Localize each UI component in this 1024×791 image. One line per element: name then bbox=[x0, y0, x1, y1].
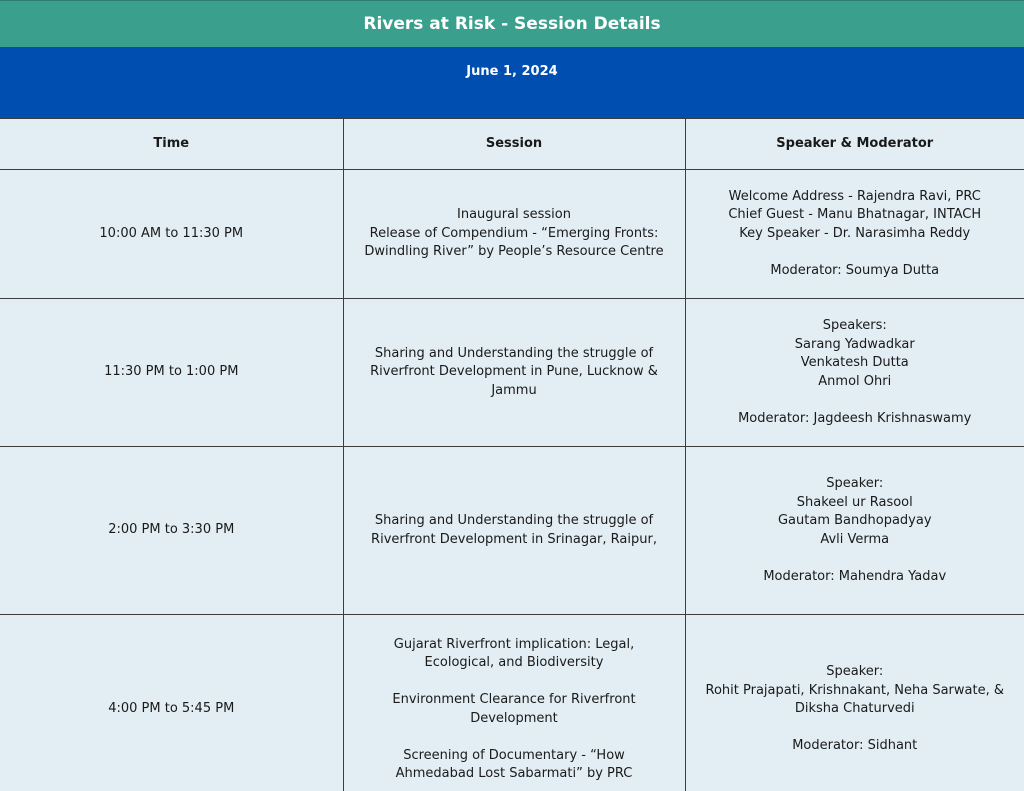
session-line: Ecological, and Biodiversity bbox=[424, 655, 604, 670]
speaker-line: Shakeel ur Rasool bbox=[796, 494, 913, 510]
time-cell: 4:00 PM to 5:45 PM bbox=[0, 615, 343, 791]
speaker-cell bbox=[685, 615, 1024, 791]
column-header-session: Session bbox=[343, 119, 685, 170]
speaker-line bbox=[690, 243, 1021, 262]
speaker-line: Sarang Yadwadkar bbox=[794, 336, 915, 352]
time-cell: 11:30 PM to 1:00 PM bbox=[0, 299, 343, 447]
speaker-line: Avli Verma bbox=[820, 531, 890, 547]
speaker-line bbox=[690, 719, 1021, 738]
session-line: Sharing and Understanding the struggle of bbox=[374, 345, 654, 361]
speaker-line: Diksha Chaturvedi bbox=[794, 701, 915, 717]
page-title: Rivers at Risk - Session Details bbox=[0, 0, 1024, 47]
table-header-row bbox=[0, 119, 1024, 170]
session-line: Dwindling River” by People’s Resource Centre bbox=[364, 244, 664, 260]
session-line: Jammu bbox=[491, 382, 537, 398]
speaker-line: Venkatesh Dutta bbox=[800, 355, 909, 370]
speaker-line: Speaker: bbox=[826, 664, 884, 680]
column-header-speakers: Speaker & Moderator bbox=[685, 119, 1024, 170]
speaker-line bbox=[690, 549, 1021, 568]
session-cell bbox=[343, 447, 685, 615]
moderator-line: Moderator: Mahendra Yadav bbox=[763, 568, 947, 584]
session-line: Development bbox=[470, 710, 558, 726]
event-date-banner bbox=[0, 47, 1024, 118]
time-cell: 10:00 AM to 11:30 PM bbox=[0, 170, 343, 299]
session-line: Sharing and Understanding the struggle of bbox=[374, 513, 654, 528]
moderator-line: Moderator: Jagdeesh Krishnaswamy bbox=[738, 410, 972, 426]
session-line bbox=[348, 673, 681, 692]
speaker-cell bbox=[685, 299, 1024, 447]
schedule-table bbox=[0, 118, 1024, 791]
speaker-line: Chief Guest - Manu Bhatnagar, INTACH bbox=[728, 207, 982, 223]
session-line bbox=[348, 728, 681, 747]
speaker-line bbox=[690, 391, 1021, 410]
speaker-cell bbox=[685, 447, 1024, 615]
session-line: Riverfront Development in Srinagar, Raipur, bbox=[371, 531, 657, 547]
column-header-time: Time bbox=[0, 119, 343, 170]
session-line: Gujarat Riverfront implication: Legal, bbox=[393, 636, 635, 652]
speaker-line: Key Speaker - Dr. Narasimha Reddy bbox=[739, 225, 971, 241]
session-line: Ahmedabad Lost Sabarmati” by PRC bbox=[395, 766, 633, 781]
speaker-line: Gautam Bandhopadyay bbox=[777, 513, 932, 528]
speaker-line: Speaker: bbox=[826, 476, 884, 491]
speaker-line: Anmol Ohri bbox=[818, 373, 892, 389]
speaker-cell bbox=[685, 170, 1024, 299]
session-line: Inaugural session bbox=[457, 207, 571, 223]
moderator-line: Moderator: Sidhant bbox=[792, 738, 918, 754]
session-line: Release of Compendium - “Emerging Fronts: bbox=[369, 225, 659, 241]
table-row bbox=[0, 447, 1024, 615]
table-row bbox=[0, 299, 1024, 447]
speaker-line: Rohit Prajapati, Krishnakant, Neha Sarwate, & bbox=[705, 682, 1004, 698]
event-date: June 1, 2024 bbox=[466, 64, 558, 79]
table-row bbox=[0, 615, 1024, 791]
speaker-line: Welcome Address - Rajendra Ravi, PRC bbox=[728, 188, 981, 204]
table-row bbox=[0, 170, 1024, 299]
session-cell bbox=[343, 170, 685, 299]
moderator-line: Moderator: Soumya Dutta bbox=[770, 262, 940, 278]
session-cell bbox=[343, 299, 685, 447]
time-cell: 2:00 PM to 3:30 PM bbox=[0, 447, 343, 615]
speaker-line: Speakers: bbox=[822, 318, 887, 333]
session-cell bbox=[343, 615, 685, 791]
session-line: Riverfront Development in Pune, Lucknow & bbox=[370, 364, 658, 380]
session-line: Environment Clearance for Riverfront bbox=[392, 692, 636, 707]
session-line: Screening of Documentary - “How bbox=[403, 747, 625, 763]
